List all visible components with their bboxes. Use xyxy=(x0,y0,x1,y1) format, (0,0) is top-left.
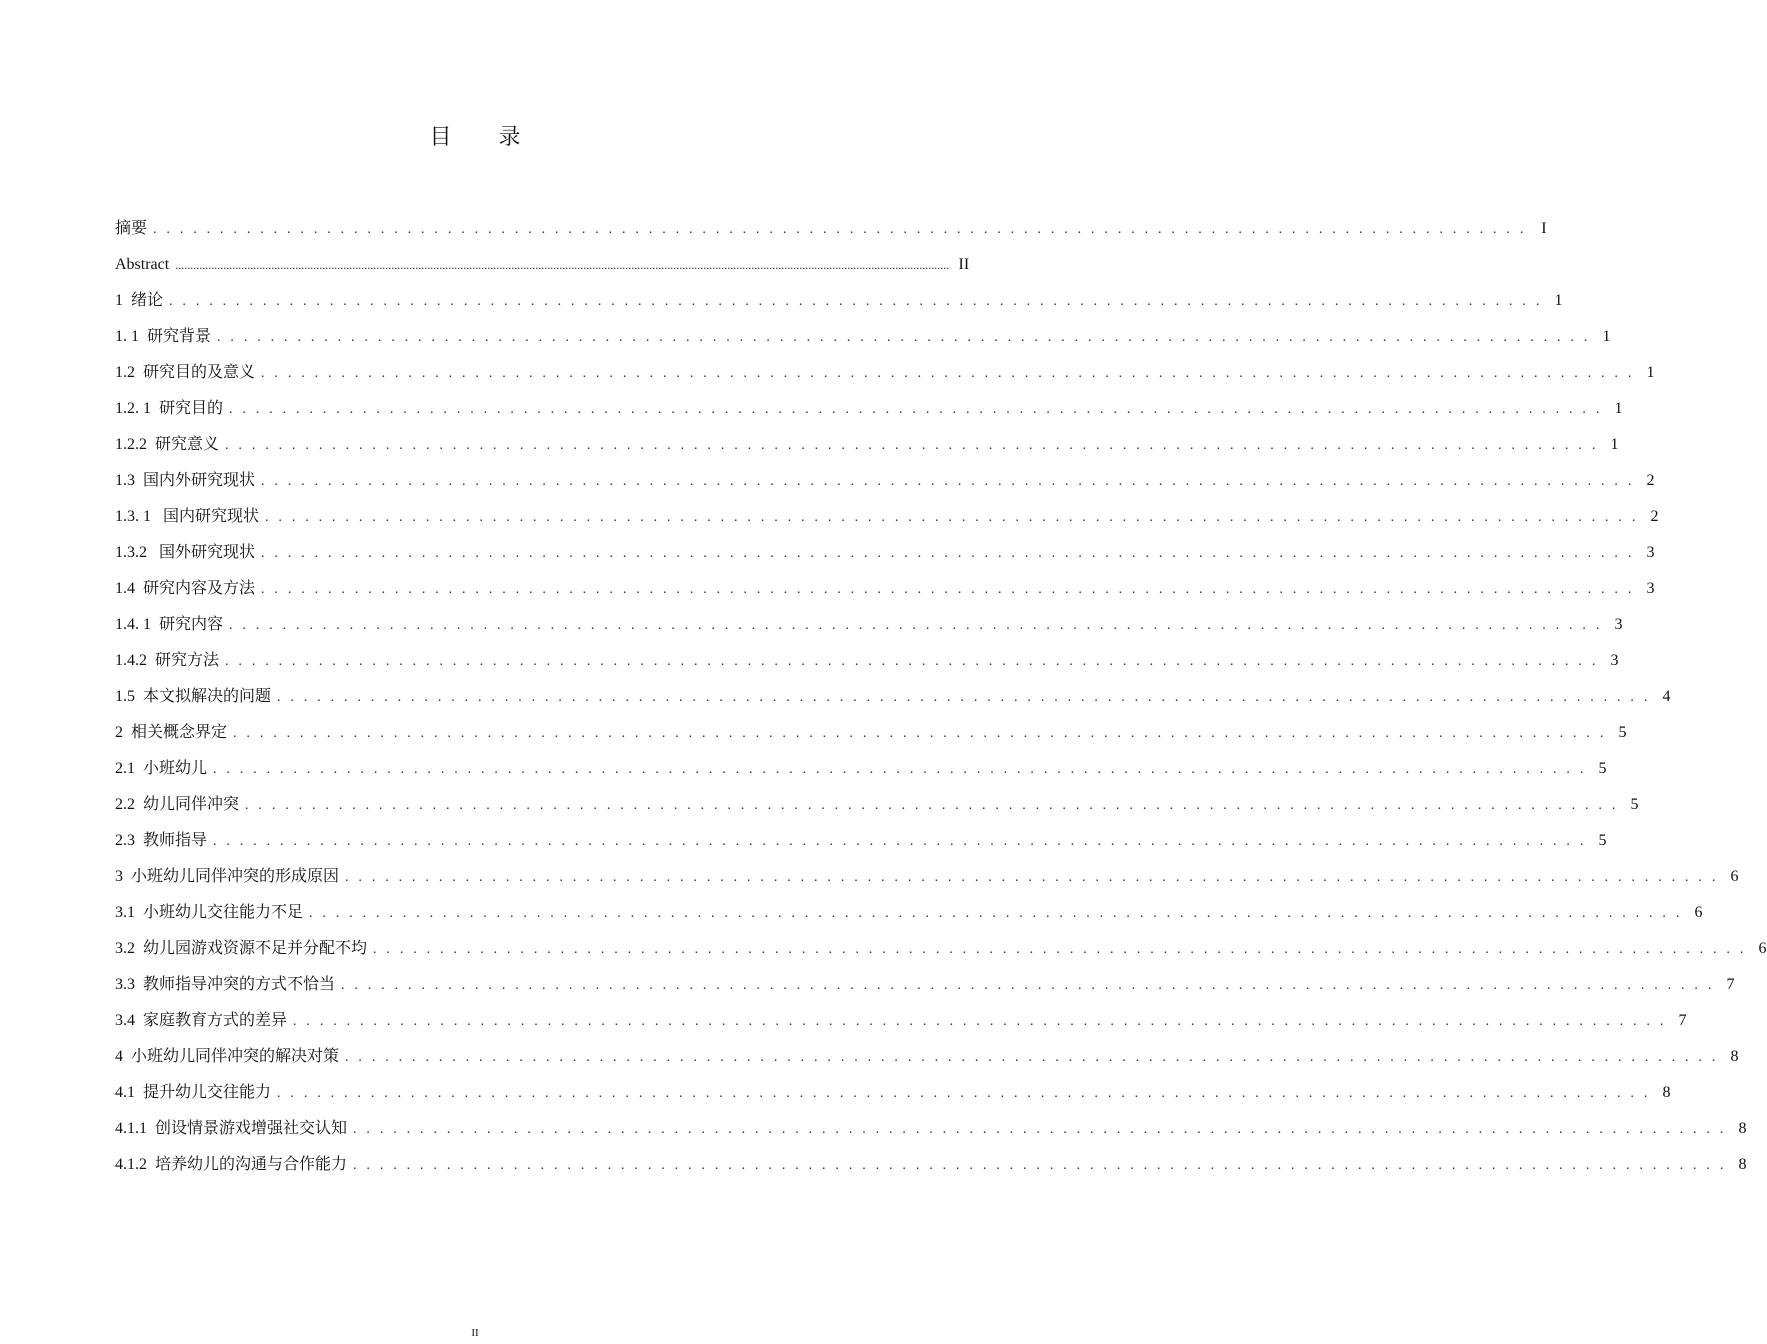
toc-entry[interactable] xyxy=(115,1075,1671,1111)
toc-dot-leader: . . . . . . . . . . . . . . . . . . . . . . . . . . . . . . . . . . . . . . . . . . . . . . . . . . . . . . . . . . . . . . . . . . . . . . . . . . . . . . . . . . . . . . . . . . . . . . . . . . . . . . . xyxy=(261,474,1635,489)
toc-entry[interactable] xyxy=(115,535,1655,571)
table-of-contents xyxy=(115,211,1767,1183)
toc-entry-label: 3.4 家庭教育方式的差异 xyxy=(115,1012,288,1029)
toc-dot-leader: . . . . . . . . . . . . . . . . . . . . . . . . . . . . . . . . . . . . . . . . . . . . . . . . . . . . . . . . . . . . . . . . . . . . . . . . . . . . . . . . . . . . . . . . . . . . . . . . . . . . . . . xyxy=(153,222,1527,237)
toc-entry-page: 8 xyxy=(1662,1084,1671,1101)
toc-entry-label: 1.3 国内外研究现状 xyxy=(115,472,256,489)
toc-entry-label: 3.3 教师指导冲突的方式不恰当 xyxy=(115,976,336,993)
toc-dot-leader: . . . . . . . . . . . . . . . . . . . . . . . . . . . . . . . . . . . . . . . . . . . . . . . . . . . . . . . . . . . . . . . . . . . . . . . . . . . . . . . . . . . . . . . . . . . . . . . . . . . . . . . xyxy=(261,546,1635,561)
toc-dot-leader: . . . . . . . . . . . . . . . . . . . . . . . . . . . . . . . . . . . . . . . . . . . . . . . . . . . . . . . . . . . . . . . . . . . . . . . . . . . . . . . . . . . . . . . . . . . . . . . . . . . . . . . xyxy=(225,438,1599,453)
toc-dot-leader: . . . . . . . . . . . . . . . . . . . . . . . . . . . . . . . . . . . . . . . . . . . . . . . . . . . . . . . . . . . . . . . . . . . . . . . . . . . . . . . . . . . . . . . . . . . . . . . . . . . . . . . xyxy=(265,510,1639,525)
toc-dot-leader: . . . . . . . . . . . . . . . . . . . . . . . . . . . . . . . . . . . . . . . . . . . . . . . . . . . . . . . . . . . . . . . . . . . . . . . . . . . . . . . . . . . . . . . . . . . . . . . . . . . . . . . xyxy=(345,870,1719,885)
toc-entry-label: 3.2 幼儿园游戏资源不足并分配不均 xyxy=(115,940,368,957)
toc-dot-leader: . . . . . . . . . . . . . . . . . . . . . . . . . . . . . . . . . . . . . . . . . . . . . . . . . . . . . . . . . . . . . . . . . . . . . . . . . . . . . . . . . . . . . . . . . . . . . . . . . . . . . . . xyxy=(353,1158,1727,1173)
toc-entry-page: 4 xyxy=(1662,688,1671,705)
toc-entry-label: 1. 1 研究背景 xyxy=(115,328,212,345)
toc-entry[interactable] xyxy=(115,1147,1747,1183)
toc-entry[interactable] xyxy=(115,967,1735,1003)
toc-dot-leader: . . . . . . . . . . . . . . . . . . . . . . . . . . . . . . . . . . . . . . . . . . . . . . . . . . . . . . . . . . . . . . . . . . . . . . . . . . . . . . . . . . . . . . . . . . . . . . . . . . . . . . . xyxy=(213,762,1587,777)
toc-entry-label: 3.1 小班幼儿交往能力不足 xyxy=(115,904,304,921)
toc-entry[interactable] xyxy=(115,823,1607,859)
toc-entry-label: 4.1.1 创设情景游戏增强社交认知 xyxy=(115,1120,348,1137)
toc-entry[interactable] xyxy=(115,211,1547,247)
toc-entry-page: II xyxy=(958,256,970,273)
toc-entry[interactable] xyxy=(115,787,1639,823)
toc-entry-label: 2.3 教师指导 xyxy=(115,832,208,849)
toc-entry-page: 3 xyxy=(1610,652,1619,669)
toc-entry-label: 1.2.2 研究意义 xyxy=(115,436,220,453)
toc-entry-label: 摘要 xyxy=(115,220,148,237)
toc-dot-leader: . . . . . . . . . . . . . . . . . . . . . . . . . . . . . . . . . . . . . . . . . . . . . . . . . . . . . . . . . . . . . . . . . . . . . . . . . . . . . . . . . . . . . . . . . . . . . . . . . . . . . . . xyxy=(277,690,1651,705)
toc-dot-leader: . . . . . . . . . . . . . . . . . . . . . . . . . . . . . . . . . . . . . . . . . . . . . . . . . . . . . . . . . . . . . . . . . . . . . . . . . . . . . . . . . . . . . . . . . . . . . . . . . . . . . . . xyxy=(233,726,1607,741)
toc-entry[interactable] xyxy=(115,931,1767,967)
toc-entry-label: 1.3.2 国外研究现状 xyxy=(115,544,256,561)
toc-dot-leader: . . . . . . . . . . . . . . . . . . . . . . . . . . . . . . . . . . . . . . . . . . . . . . . . . . . . . . . . . . . . . . . . . . . . . . . . . . . . . . . . . . . . . . . . . . . . . . . . . . . . . . . xyxy=(293,1014,1667,1029)
toc-dot-leader: . . . . . . . . . . . . . . . . . . . . . . . . . . . . . . . . . . . . . . . . . . . . . . . . . . . . . . . . . . . . . . . . . . . . . . . . . . . . . . . . . . . . . . . . . . . . . . . . . . . . . . . xyxy=(277,1086,1651,1101)
page-number: II xyxy=(471,1327,479,1339)
toc-entry-page: 5 xyxy=(1630,796,1639,813)
toc-entry-label: 4.1 提升幼儿交往能力 xyxy=(115,1084,272,1101)
toc-entry-label: 1.2 研究目的及意义 xyxy=(115,364,256,381)
toc-entry[interactable] xyxy=(115,643,1619,679)
toc-entry-page: 5 xyxy=(1618,724,1627,741)
toc-entry-label: 1.4.2 研究方法 xyxy=(115,652,220,669)
toc-entry-page: 2 xyxy=(1650,508,1659,525)
toc-dot-leader: . . . . . . . . . . . . . . . . . . . . . . . . . . . . . . . . . . . . . . . . . . . . . . . . . . . . . . . . . . . . . . . . . . . . . . . . . . . . . . . . . . . . . . . . . . . . . . . . . . . . . . . xyxy=(373,942,1747,957)
toc-entry[interactable] xyxy=(115,283,1563,319)
page-title: 目 录 xyxy=(429,125,541,150)
toc-entry-page: 2 xyxy=(1646,472,1655,489)
toc-entry[interactable] xyxy=(115,319,1611,355)
toc-entry-label: 1 绪论 xyxy=(115,292,164,309)
toc-entry-label: 1.2. 1 研究目的 xyxy=(115,400,224,417)
toc-entry[interactable] xyxy=(115,499,1659,535)
toc-entry-label: 3 小班幼儿同伴冲突的形成原因 xyxy=(115,868,340,885)
toc-entry-page: 1 xyxy=(1554,292,1563,309)
toc-entry-page: 8 xyxy=(1730,1048,1739,1065)
toc-entry-label: 2 相关概念界定 xyxy=(115,724,228,741)
toc-entry[interactable] xyxy=(115,607,1623,643)
toc-entry[interactable] xyxy=(115,571,1655,607)
toc-entry-page: 3 xyxy=(1614,616,1623,633)
toc-entry-page: I xyxy=(1541,220,1547,237)
toc-entry[interactable] xyxy=(115,1039,1739,1075)
toc-entry-label: 4 小班幼儿同伴冲突的解决对策 xyxy=(115,1048,340,1065)
toc-entry-page: 6 xyxy=(1758,940,1767,957)
toc-entry-page: 5 xyxy=(1598,760,1607,777)
toc-entry[interactable] xyxy=(115,427,1619,463)
toc-dot-leader: . . . . . . . . . . . . . . . . . . . . . . . . . . . . . . . . . . . . . . . . . . . . . . . . . . . . . . . . . . . . . . . . . . . . . . . . . . . . . . . . . . . . . . . . . . . . . . . . . . . . . . . xyxy=(225,654,1599,669)
toc-entry-label: 2.1 小班幼儿 xyxy=(115,760,208,777)
toc-entry-page: 6 xyxy=(1730,868,1739,885)
toc-dot-leader: . . . . . . . . . . . . . . . . . . . . . . . . . . . . . . . . . . . . . . . . . . . . . . . . . . . . . . . . . . . . . . . . . . . . . . . . . . . . . . . . . . . . . . . . . . . . . . . . . . . . . . . xyxy=(353,1122,1727,1137)
toc-entry[interactable] xyxy=(115,895,1703,931)
toc-entry-page: 8 xyxy=(1738,1156,1747,1173)
toc-entry-label: 1.5 本文拟解决的问题 xyxy=(115,688,272,705)
toc-entry-page: 1 xyxy=(1646,364,1655,381)
toc-entry-label: 1.4 研究内容及方法 xyxy=(115,580,256,597)
toc-dot-leader: . . . . . . . . . . . . . . . . . . . . . . . . . . . . . . . . . . . . . . . . . . . . . . . . . . . . . . . . . . . . . . . . . . . . . . . . . . . . . . . . . . . . . . . . . . . . . . . . . . . . . . . xyxy=(229,618,1603,633)
toc-entry[interactable] xyxy=(115,751,1607,787)
toc-entry-page: 6 xyxy=(1694,904,1703,921)
toc-entry-label: 4.1.2 培养幼儿的沟通与合作能力 xyxy=(115,1156,348,1173)
toc-dot-leader: . . . . . . . . . . . . . . . . . . . . . . . . . . . . . . . . . . . . . . . . . . . . . . . . . . . . . . . . . . . . . . . . . . . . . . . . . . . . . . . . . . . . . . . . . . . . . . . . . . . . . . . xyxy=(341,978,1715,993)
toc-entry[interactable] xyxy=(115,355,1655,391)
toc-entry[interactable] xyxy=(115,1003,1687,1039)
toc-entry-page: 3 xyxy=(1646,544,1655,561)
toc-entry[interactable] xyxy=(115,715,1627,751)
toc-dot-leader: . . . . . . . . . . . . . . . . . . . . . . . . . . . . . . . . . . . . . . . . . . . . . . . . . . . . . . . . . . . . . . . . . . . . . . . . . . . . . . . . . . . . . . . . . . . . . . . . . . . . . . . xyxy=(245,798,1619,813)
toc-entry-label: 1.4. 1 研究内容 xyxy=(115,616,224,633)
toc-entry-page: 8 xyxy=(1738,1120,1747,1137)
toc-entry-page: 3 xyxy=(1646,580,1655,597)
toc-entry[interactable] xyxy=(115,679,1671,715)
toc-dot-leader: .................................................................................................................................................................................................................................................................. xyxy=(175,258,950,272)
toc-dot-leader: . . . . . . . . . . . . . . . . . . . . . . . . . . . . . . . . . . . . . . . . . . . . . . . . . . . . . . . . . . . . . . . . . . . . . . . . . . . . . . . . . . . . . . . . . . . . . . . . . . . . . . . xyxy=(261,366,1635,381)
toc-entry-page: 7 xyxy=(1726,976,1735,993)
toc-entry-page: 1 xyxy=(1602,328,1611,345)
toc-entry[interactable] xyxy=(115,1111,1747,1147)
toc-entry[interactable] xyxy=(115,247,970,283)
toc-entry[interactable] xyxy=(115,391,1623,427)
toc-entry[interactable] xyxy=(115,463,1655,499)
toc-dot-leader: . . . . . . . . . . . . . . . . . . . . . . . . . . . . . . . . . . . . . . . . . . . . . . . . . . . . . . . . . . . . . . . . . . . . . . . . . . . . . . . . . . . . . . . . . . . . . . . . . . . . . . . xyxy=(169,294,1543,309)
toc-entry[interactable] xyxy=(115,859,1739,895)
toc-entry-page: 5 xyxy=(1598,832,1607,849)
toc-dot-leader: . . . . . . . . . . . . . . . . . . . . . . . . . . . . . . . . . . . . . . . . . . . . . . . . . . . . . . . . . . . . . . . . . . . . . . . . . . . . . . . . . . . . . . . . . . . . . . . . . . . . . . . xyxy=(261,582,1635,597)
toc-entry-label: 2.2 幼儿同伴冲突 xyxy=(115,796,240,813)
toc-entry-page: 7 xyxy=(1678,1012,1687,1029)
toc-dot-leader: . . . . . . . . . . . . . . . . . . . . . . . . . . . . . . . . . . . . . . . . . . . . . . . . . . . . . . . . . . . . . . . . . . . . . . . . . . . . . . . . . . . . . . . . . . . . . . . . . . . . . . . xyxy=(229,402,1603,417)
toc-entry-label: Abstract xyxy=(115,256,170,273)
toc-dot-leader: . . . . . . . . . . . . . . . . . . . . . . . . . . . . . . . . . . . . . . . . . . . . . . . . . . . . . . . . . . . . . . . . . . . . . . . . . . . . . . . . . . . . . . . . . . . . . . . . . . . . . . . xyxy=(217,330,1591,345)
toc-entry-page: 1 xyxy=(1610,436,1619,453)
toc-entry-label: 1.3. 1 国内研究现状 xyxy=(115,508,260,525)
toc-entry-page: 1 xyxy=(1614,400,1623,417)
toc-dot-leader: . . . . . . . . . . . . . . . . . . . . . . . . . . . . . . . . . . . . . . . . . . . . . . . . . . . . . . . . . . . . . . . . . . . . . . . . . . . . . . . . . . . . . . . . . . . . . . . . . . . . . . . xyxy=(345,1050,1719,1065)
toc-dot-leader: . . . . . . . . . . . . . . . . . . . . . . . . . . . . . . . . . . . . . . . . . . . . . . . . . . . . . . . . . . . . . . . . . . . . . . . . . . . . . . . . . . . . . . . . . . . . . . . . . . . . . . . xyxy=(309,906,1683,921)
toc-dot-leader: . . . . . . . . . . . . . . . . . . . . . . . . . . . . . . . . . . . . . . . . . . . . . . . . . . . . . . . . . . . . . . . . . . . . . . . . . . . . . . . . . . . . . . . . . . . . . . . . . . . . . . . xyxy=(213,834,1587,849)
